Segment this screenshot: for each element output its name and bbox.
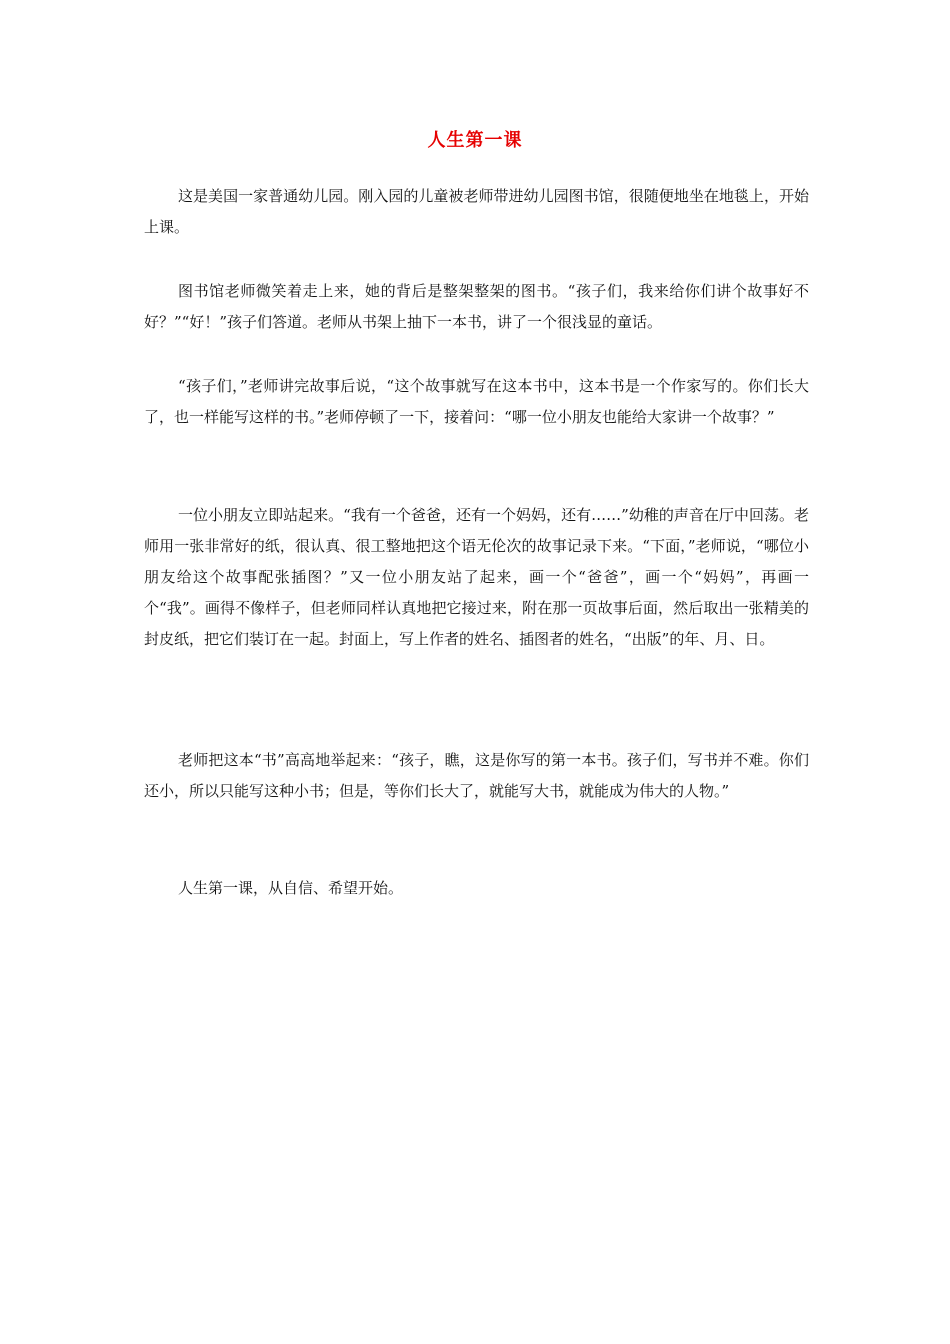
paragraph: 这是美国一家普通幼儿园。刚入园的儿童被老师带进幼儿园图书馆，很随便地坐在地毯上，开始上课。 bbox=[144, 187, 809, 236]
paragraph: “孩子们，”老师讲完故事后说，“这个故事就写在这本书中，这本书是一个作家写的。你们长大了，也一样能写这样的书。”老师停顿了一下，接着问：“哪一位小朋友也能给大家讲一个故事？” bbox=[144, 377, 809, 426]
paragraph: 老师把这本“书”高高地举起来：“孩子，瞧，这是你写的第一本书。孩子们，写书并不难。你们还小，所以只能写这种小书；但是，等你们长大了，就能写大书，就能成为伟大的人物。” bbox=[144, 751, 809, 800]
paragraph: 一位小朋友立即站起来。“我有一个爸爸，还有一个妈妈，还有……”幼稚的声音在厅中回荡。老师用一张非常好的纸，很认真、很工整地把这个语无伦次的故事记录下来。“下面，”老师说，“哪位小朋友给这个故事配张插图？”又一位小朋友站了起来，画一个“爸爸”，画一个“妈妈”，再画一个“我”。画得不像样子，但老师同样认真地把它接过来，附在那一页故事后面，然后取出一张精美的封皮纸，把它们装订在一起。封面上，写上作者的姓名、插图者的姓名，“出版”的年、月、日。 bbox=[144, 506, 809, 648]
paragraph: 人生第一课，从自信、希望开始。 bbox=[178, 879, 404, 897]
document-title: 人生第一课 bbox=[427, 130, 523, 151]
paragraph: 图书馆老师微笑着走上来，她的背后是整架整架的图书。“孩子们，我来给你们讲个故事好不好？”“好！”孩子们答道。老师从书架上抽下一本书，讲了一个很浅显的童话。 bbox=[144, 282, 809, 331]
